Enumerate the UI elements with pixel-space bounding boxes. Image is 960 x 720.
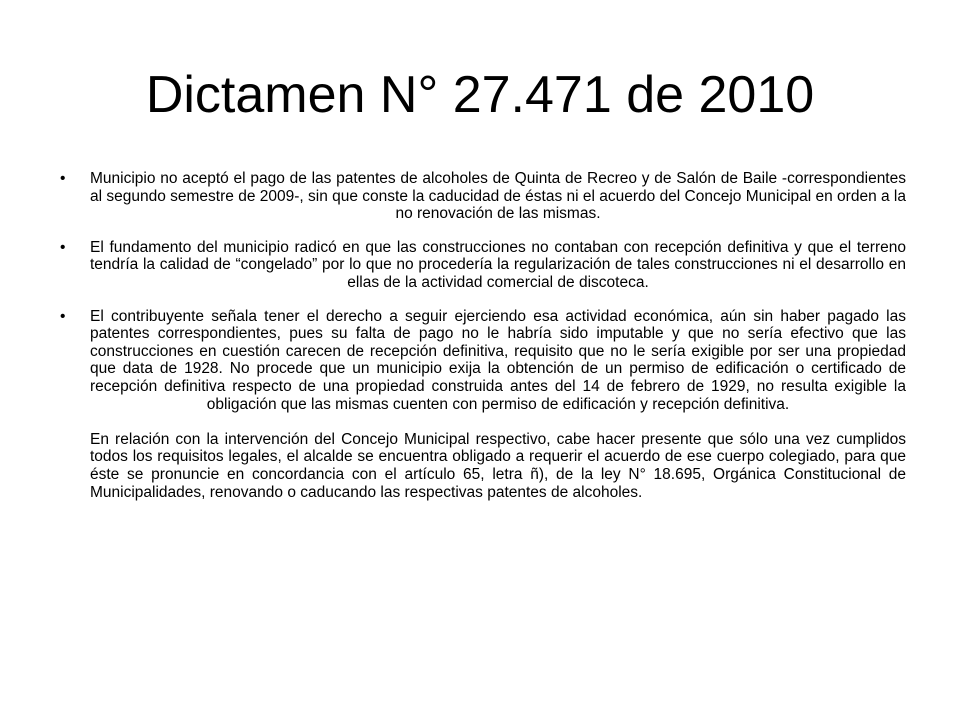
bullet-dot-icon: • bbox=[60, 170, 66, 187]
bullet-item bbox=[60, 239, 906, 292]
bullet-item bbox=[60, 170, 906, 223]
bullet-paragraph: En relación con la intervención del Concejo Municipal respectivo, cabe hacer presente que sólo una vez cumplidos todos los requisitos legales, el alcalde se encuentra obligado a requerir el acuerdo de ese cuerpo colegiado, para que éste se pronuncie en concordancia con el artículo 65, letra ñ), de la ley N° 18.695, Orgánica Constitucional de Municipalidades, renovando o caducando las respectivas patentes de alcoholes. bbox=[90, 430, 906, 501]
bullet-paragraph: El contribuyente señala tener el derecho a seguir ejerciendo esa actividad económica, aún sin haber pagado las patentes correspondientes, pues su falta de pago no le habría sido imputable y que no sería efectivo que las construcciones en cuestión carecen de recepción definitiva, requisito que no le sería exigible por ser una propiedad que data de 1928. No procede que un municipio exija la obtención de un permiso de edificación o certificado de recepción definitiva respecto de una propiedad construida antes del 14 de febrero de 1929, no resulta exigible la obligación que las mismas cuenten con permiso de edificación y recepción definitiva. bbox=[90, 307, 906, 413]
bullet-dot-icon: • bbox=[60, 238, 66, 256]
bullet-paragraph: El fundamento del municipio radicó en que las construcciones no contaban con recepción definitiva y que el terreno tendría la calidad de “congelado” por lo que no procedería la regularización de tales construcciones ni el desarrollo en ellas de la actividad comercial de discoteca. bbox=[90, 238, 906, 291]
bullet-list bbox=[60, 170, 906, 517]
bullet-item bbox=[60, 308, 906, 502]
bullet-paragraph: Municipio no aceptó el pago de las patentes de alcoholes de Quinta de Recreo y de Salón de Baile -correspondientes al segundo semestre de 2009-, sin que conste la caducidad de éstas ni el acuerdo del Concejo Municipal en orden a la no renovación de las mismas. bbox=[90, 170, 906, 223]
bullet-dot-icon: • bbox=[60, 307, 66, 325]
slide-title: Dictamen N° 27.471 de 2010 bbox=[145, 66, 815, 124]
